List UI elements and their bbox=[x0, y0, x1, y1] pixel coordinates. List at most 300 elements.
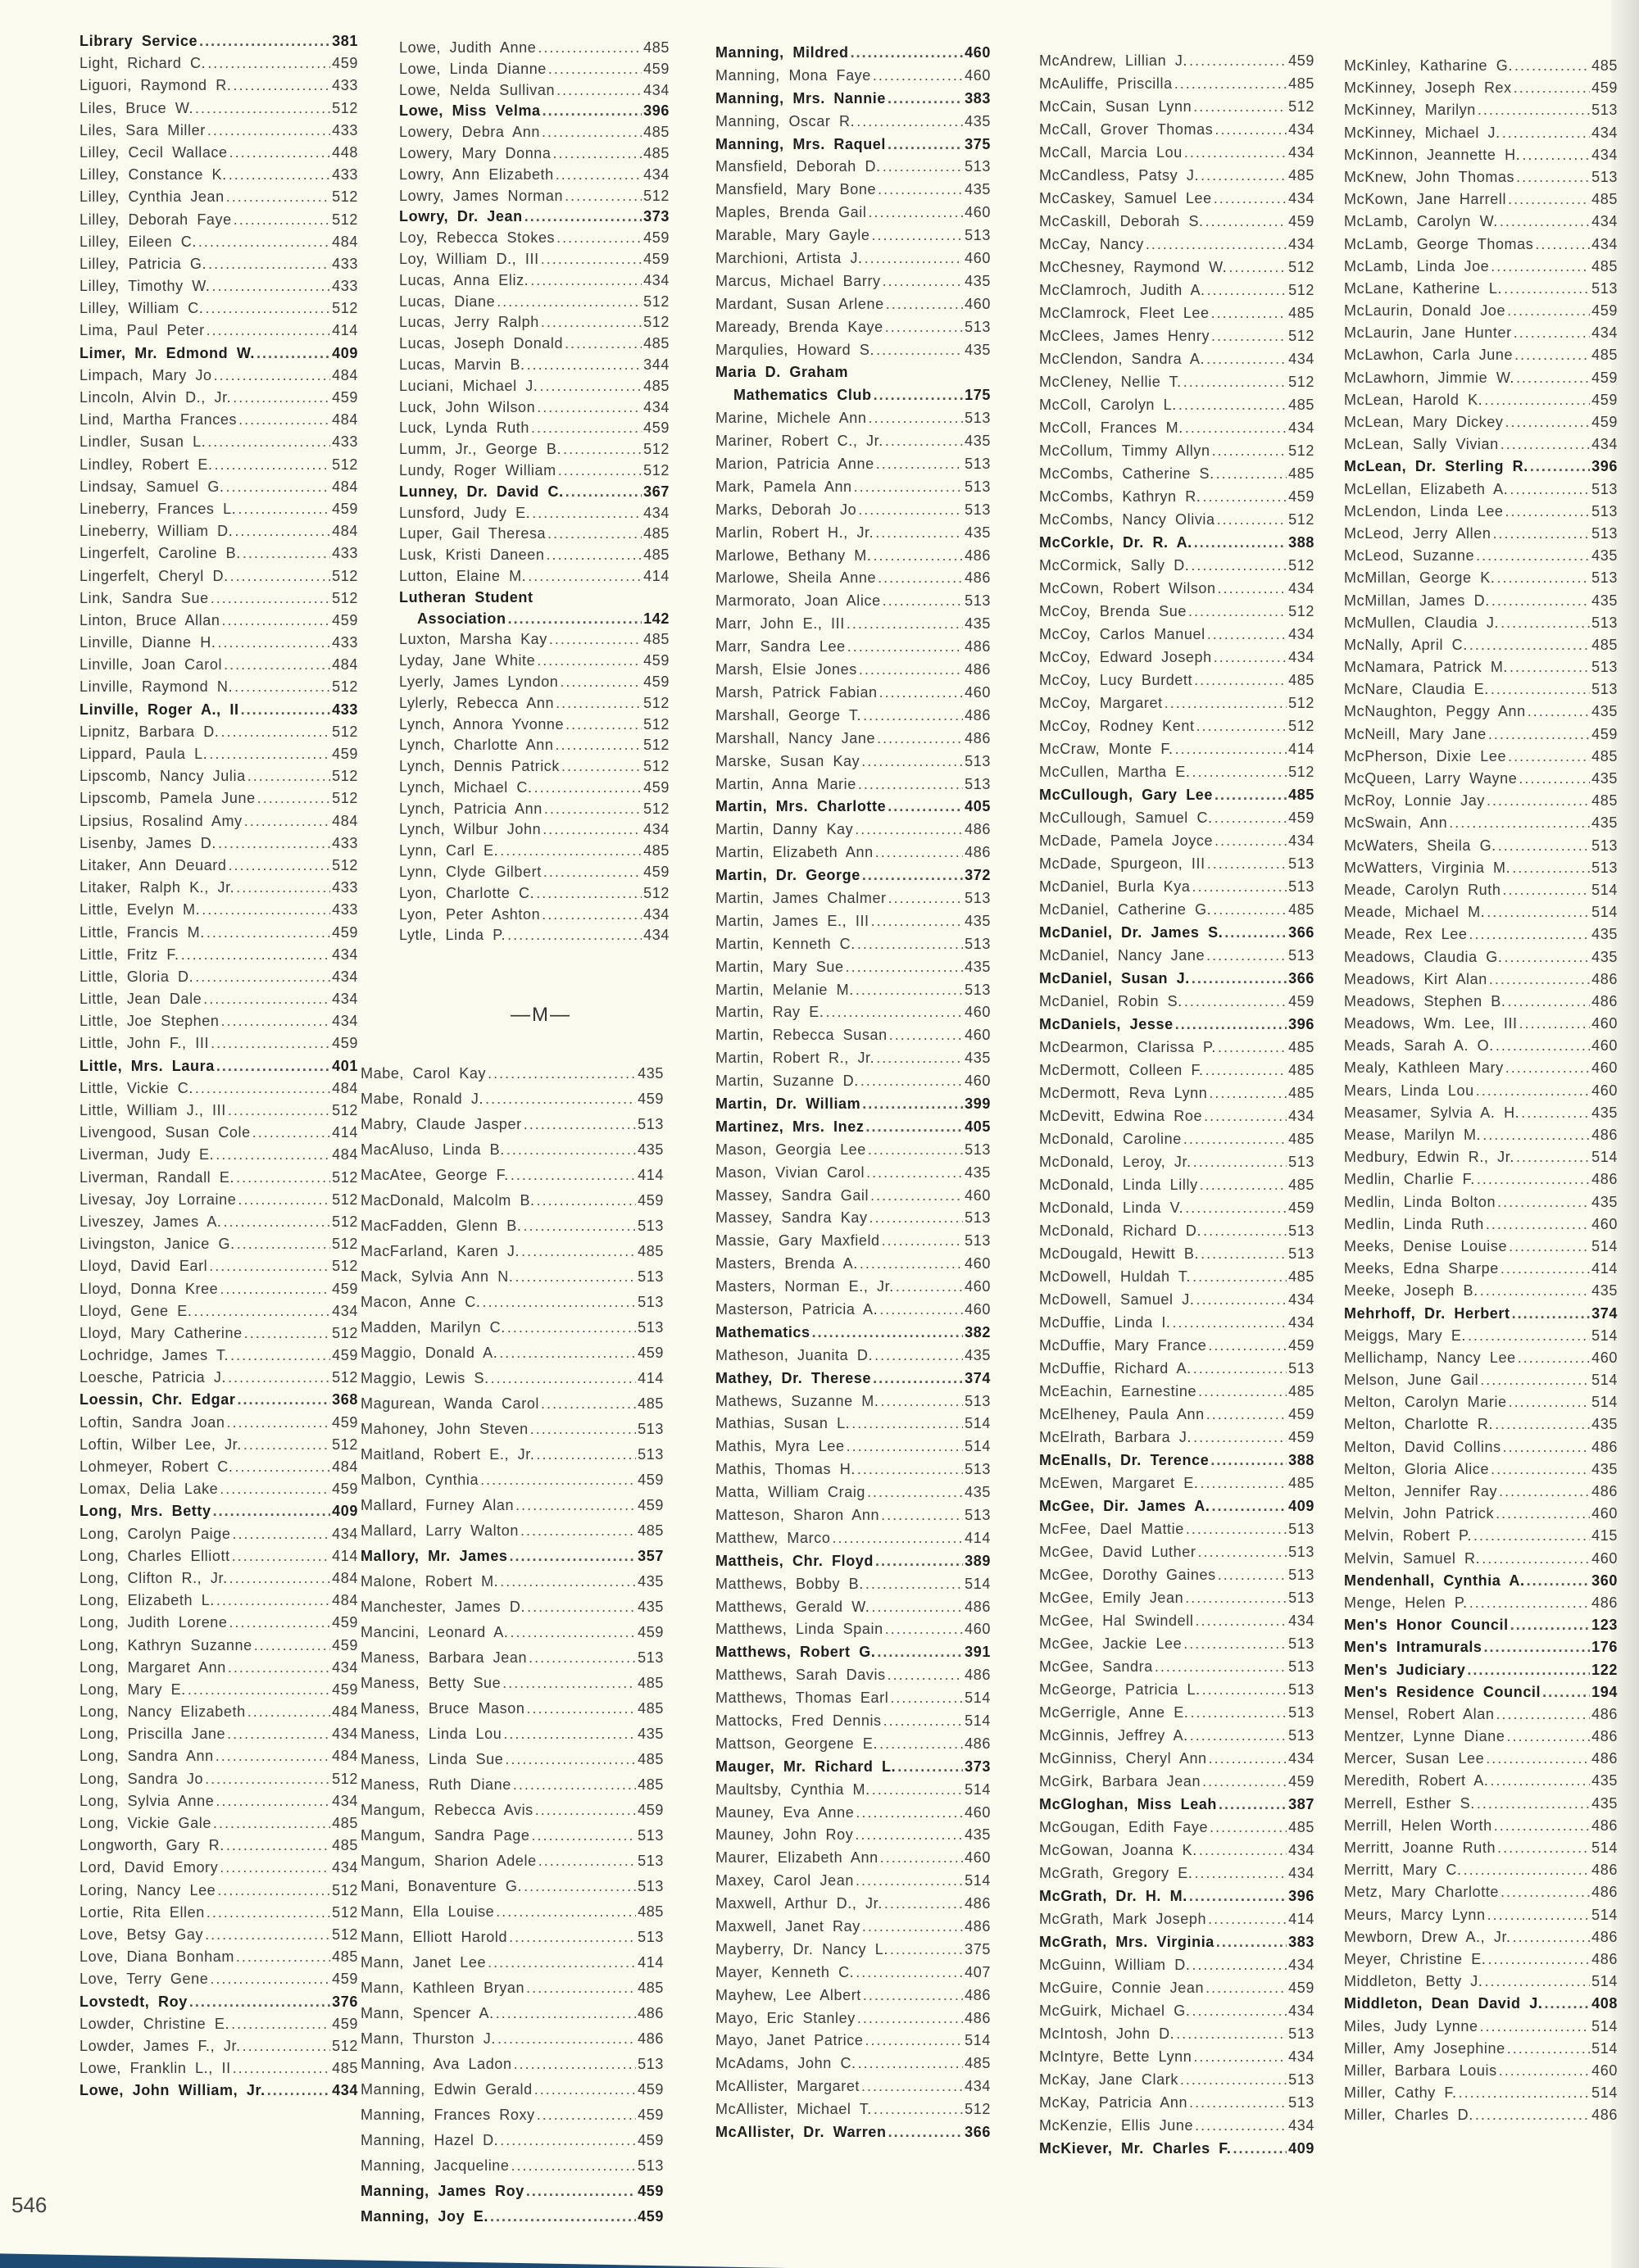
entry-name: McLean, Mary Dickey bbox=[1344, 414, 1504, 430]
dot-leader bbox=[873, 67, 963, 84]
entry-page: 485 bbox=[1288, 167, 1314, 184]
entry-page: 434 bbox=[1591, 436, 1618, 453]
entry-name: McKnew, John Thomas bbox=[1344, 168, 1515, 185]
dot-leader bbox=[1459, 2084, 1591, 2102]
index-entry bbox=[715, 158, 991, 181]
index-entry bbox=[1344, 481, 1618, 503]
entry-name: McClamroch, Judith A. bbox=[1039, 282, 1205, 298]
dot-leader bbox=[500, 1573, 636, 1590]
dot-leader bbox=[238, 501, 330, 518]
dot-leader bbox=[874, 1347, 963, 1364]
entry-page: 383 bbox=[965, 89, 991, 107]
dot-leader bbox=[1209, 1750, 1287, 1767]
index-entry bbox=[399, 483, 670, 505]
entry-page: 357 bbox=[638, 1548, 664, 1564]
entry-page: 366 bbox=[1288, 924, 1314, 941]
entry-page: 485 bbox=[1288, 901, 1314, 918]
entry-name: Little, Jean Dale bbox=[79, 991, 202, 1008]
dot-leader bbox=[1192, 764, 1287, 781]
dot-leader bbox=[890, 1941, 963, 1958]
dot-leader bbox=[1501, 1260, 1590, 1277]
dot-leader bbox=[205, 1771, 330, 1788]
entry-page: 512 bbox=[332, 188, 358, 206]
entry-page: 485 bbox=[1288, 1177, 1314, 1193]
index-entry bbox=[79, 278, 358, 300]
index-entry bbox=[715, 569, 991, 592]
index-entry bbox=[361, 2183, 664, 2208]
entry-page: 459 bbox=[638, 1472, 664, 1488]
entry-page: 485 bbox=[638, 1675, 664, 1691]
entry-name: Liveszey, James A. bbox=[79, 1213, 222, 1230]
entry-page: 391 bbox=[965, 1644, 991, 1661]
index-entry bbox=[715, 1438, 991, 1461]
dot-leader bbox=[1464, 1862, 1591, 1879]
entry-name: McClamrock, Fleet Lee bbox=[1039, 305, 1210, 321]
index-entry bbox=[1344, 1795, 1618, 1817]
index-entry bbox=[1344, 414, 1618, 436]
dot-leader bbox=[1192, 2003, 1287, 2020]
dot-leader bbox=[1509, 1238, 1590, 1255]
entry-page: 460 bbox=[965, 1255, 991, 1272]
entry-page: 485 bbox=[1288, 1131, 1314, 1147]
entry-name: Melson, June Gail bbox=[1344, 1372, 1479, 1389]
entry-page: 512 bbox=[332, 1369, 358, 1386]
entry-page: 459 bbox=[332, 611, 358, 628]
entry-name: McGougan, Edith Faye bbox=[1039, 1819, 1209, 1835]
entry-name: McCraw, Monte F. bbox=[1039, 741, 1174, 757]
entry-page: 459 bbox=[1288, 488, 1314, 505]
dot-leader bbox=[856, 1964, 963, 1981]
dot-leader bbox=[1205, 1062, 1287, 1079]
entry-name: Little, John F., III bbox=[79, 1035, 210, 1052]
dot-leader bbox=[556, 695, 642, 712]
entry-name: MacAtee, George F. bbox=[361, 1167, 509, 1183]
dot-leader bbox=[1504, 949, 1590, 966]
index-column-2-top bbox=[399, 39, 670, 948]
entry-page: 512 bbox=[643, 187, 670, 204]
index-entry bbox=[79, 1726, 358, 1748]
index-entry bbox=[79, 1146, 358, 1168]
index-entry bbox=[1344, 726, 1618, 748]
entry-name: McLeod, Suzanne bbox=[1344, 547, 1475, 565]
entry-page: 513 bbox=[965, 752, 991, 769]
entry-page: 484 bbox=[332, 1592, 358, 1609]
entry-page: 486 bbox=[1591, 1817, 1618, 1834]
entry-name: Maggio, Donald A. bbox=[361, 1345, 498, 1361]
entry-page: 434 bbox=[1591, 146, 1618, 163]
index-entry bbox=[1039, 1108, 1314, 1131]
dot-leader bbox=[889, 1027, 963, 1044]
entry-name: Marr, Sandra Lee bbox=[715, 638, 846, 655]
dot-leader bbox=[1480, 1282, 1590, 1300]
dot-leader bbox=[216, 1748, 330, 1765]
dot-leader bbox=[879, 1301, 963, 1318]
entry-name: Lowry, James Norman bbox=[399, 187, 564, 204]
entry-page: 434 bbox=[1288, 1314, 1314, 1331]
index-entry bbox=[715, 319, 991, 342]
index-entry bbox=[79, 166, 358, 188]
entry-name: Meadows, Stephen B. bbox=[1344, 992, 1506, 1009]
entry-name: Mark, Pamela Ann bbox=[715, 478, 852, 495]
index-entry bbox=[1344, 258, 1618, 280]
index-entry bbox=[1344, 2107, 1618, 2129]
entry-page: 344 bbox=[643, 356, 670, 373]
entry-name: Little, Mrs. Laura bbox=[79, 1057, 215, 1074]
entry-name: McAllister, Michael T. bbox=[715, 2101, 872, 2118]
entry-page: 460 bbox=[965, 250, 991, 267]
entry-page: 485 bbox=[1288, 75, 1314, 92]
entry-name: Martin, Robert R., Jr. bbox=[715, 1050, 875, 1067]
index-entry bbox=[1039, 2003, 1314, 2025]
entry-page: 512 bbox=[332, 1258, 358, 1275]
index-entry bbox=[361, 1751, 664, 1776]
dot-leader bbox=[1496, 569, 1590, 587]
dot-leader bbox=[1176, 2025, 1287, 2043]
entry-page: 485 bbox=[1288, 1062, 1314, 1078]
entry-page: 486 bbox=[965, 661, 991, 678]
index-entry bbox=[79, 77, 358, 99]
index-entry bbox=[1039, 1360, 1314, 1383]
entry-name: Little, Gloria D. bbox=[79, 968, 194, 985]
index-entry bbox=[79, 1526, 358, 1548]
index-entry bbox=[1344, 169, 1618, 191]
entry-page: 484 bbox=[332, 523, 358, 540]
dot-leader bbox=[885, 1621, 963, 1638]
index-entry bbox=[399, 695, 670, 716]
entry-name: Marmorato, Joan Alice bbox=[715, 592, 881, 610]
dot-leader bbox=[511, 1624, 637, 1641]
entry-name: Madden, Marilyn C. bbox=[361, 1319, 506, 1336]
entry-page: 459 bbox=[1288, 1406, 1314, 1422]
entry-page: 381 bbox=[332, 33, 358, 49]
entry-page: 484 bbox=[332, 1458, 358, 1475]
index-entry bbox=[1039, 695, 1314, 718]
entry-name: Limer, Mr. Edmond W. bbox=[79, 344, 256, 361]
index-entry bbox=[1344, 302, 1618, 324]
dot-leader bbox=[1468, 1327, 1590, 1345]
entry-page: 459 bbox=[1591, 725, 1618, 742]
index-entry bbox=[399, 547, 670, 568]
index-entry bbox=[399, 525, 670, 547]
index-entry bbox=[79, 723, 358, 746]
entry-page: 513 bbox=[965, 1461, 991, 1478]
entry-page: 486 bbox=[965, 1918, 991, 1935]
entry-page: 514 bbox=[1591, 1973, 1618, 1990]
entry-name: Mayer, Kenneth C. bbox=[715, 1963, 855, 1980]
index-entry bbox=[1039, 1957, 1314, 1980]
dot-leader bbox=[514, 2056, 637, 2073]
entry-page: 513 bbox=[1288, 1681, 1314, 1698]
entry-name: Lineberry, Frances L. bbox=[79, 500, 237, 517]
entry-page: 514 bbox=[1591, 1149, 1618, 1166]
index-entry bbox=[1344, 1572, 1618, 1594]
dot-leader bbox=[215, 456, 331, 474]
entry-name: Manning, Oscar R. bbox=[715, 112, 856, 129]
entry-page: 485 bbox=[965, 2055, 991, 2072]
entry-name: McCombs, Kathryn R. bbox=[1039, 488, 1201, 505]
entry-name: Long, Judith Lorene bbox=[79, 1614, 228, 1631]
dot-leader bbox=[866, 1164, 963, 1182]
entry-page: 459 bbox=[332, 389, 358, 406]
dot-leader bbox=[1211, 1498, 1287, 1515]
entry-page: 514 bbox=[1591, 1839, 1618, 1856]
entry-name: Lovstedt, Roy bbox=[79, 1993, 188, 2010]
entry-name: Meeks, Denise Louise bbox=[1344, 1237, 1508, 1254]
dot-leader bbox=[1497, 1839, 1590, 1857]
index-entry bbox=[1344, 637, 1618, 659]
entry-page: 514 bbox=[965, 1415, 991, 1432]
entry-page: 513 bbox=[1591, 614, 1618, 631]
index-entry bbox=[399, 251, 670, 272]
entry-name: Masterson, Patricia A. bbox=[715, 1300, 879, 1318]
dot-leader bbox=[491, 1370, 636, 1387]
entry-page: 388 bbox=[1288, 1452, 1314, 1468]
entry-name: McDonald, Linda Lilly bbox=[1039, 1177, 1198, 1193]
index-entry bbox=[79, 612, 358, 634]
dot-leader bbox=[880, 1393, 963, 1410]
index-entry bbox=[1039, 442, 1314, 465]
index-entry bbox=[1344, 1706, 1618, 1728]
dot-leader bbox=[207, 1904, 330, 1921]
entry-name: Lilley, Eileen C. bbox=[79, 233, 197, 250]
entry-page: 459 bbox=[1288, 810, 1314, 826]
entry-page: 459 bbox=[332, 1481, 358, 1498]
dot-leader bbox=[857, 1461, 963, 1478]
index-entry bbox=[715, 1507, 991, 1530]
dot-leader bbox=[859, 661, 963, 678]
entry-name: McDaniel, Nancy Jane bbox=[1039, 947, 1205, 964]
dot-leader bbox=[247, 768, 330, 785]
index-entry bbox=[79, 1213, 358, 1236]
index-entry bbox=[1039, 167, 1314, 190]
index-entry bbox=[1344, 860, 1618, 882]
index-entry bbox=[361, 1700, 664, 1726]
entry-name: Medlin, Charlie F. bbox=[1344, 1171, 1475, 1188]
index-entry bbox=[1344, 236, 1618, 258]
entry-name: McColl, Frances M. bbox=[1039, 420, 1183, 436]
index-entry bbox=[1039, 832, 1314, 855]
index-entry bbox=[715, 1095, 991, 1118]
index-entry bbox=[399, 102, 670, 124]
dot-leader bbox=[1516, 1149, 1590, 1166]
entry-page: 514 bbox=[965, 1438, 991, 1455]
dot-leader bbox=[216, 1146, 330, 1163]
entry-page: 435 bbox=[1591, 1282, 1618, 1300]
entry-name: McCullen, Martha E. bbox=[1039, 764, 1191, 780]
index-entry bbox=[715, 1004, 991, 1027]
entry-name: Little, Vickie C. bbox=[79, 1079, 193, 1096]
entry-page: 388 bbox=[1288, 534, 1314, 551]
index-entry bbox=[1039, 1337, 1314, 1360]
dot-leader bbox=[1487, 792, 1590, 810]
entry-name: McCown, Robert Wilson bbox=[1039, 580, 1216, 596]
entry-name: Mensel, Robert Alan bbox=[1344, 1705, 1495, 1722]
dot-leader bbox=[193, 1303, 330, 1320]
dot-leader bbox=[480, 1472, 636, 1489]
index-entry bbox=[1039, 305, 1314, 328]
entry-page: 513 bbox=[1288, 1658, 1314, 1675]
entry-name: Martin, Dr. George bbox=[715, 867, 860, 884]
entry-page: 512 bbox=[332, 456, 358, 473]
dot-leader bbox=[825, 1004, 963, 1021]
index-entry bbox=[79, 1013, 358, 1035]
entry-page: 485 bbox=[1591, 191, 1618, 208]
entry-page: 366 bbox=[965, 2124, 991, 2141]
entry-name: Lilley, William C. bbox=[79, 300, 204, 317]
entry-page: 459 bbox=[1591, 414, 1618, 430]
dot-leader bbox=[1535, 236, 1590, 253]
entry-name: McDaniel, Dr. James S. bbox=[1039, 924, 1224, 941]
index-entry bbox=[361, 2056, 664, 2081]
dot-leader bbox=[195, 1080, 330, 1097]
dot-leader bbox=[188, 1681, 330, 1699]
dot-leader bbox=[226, 1837, 330, 1854]
dot-leader bbox=[1204, 1108, 1287, 1125]
entry-page: 485 bbox=[1288, 305, 1314, 321]
dot-leader bbox=[858, 501, 963, 519]
entry-name: McAllister, Dr. Warren bbox=[715, 2124, 887, 2141]
dot-leader bbox=[535, 1802, 636, 1819]
entry-name: Lyon, Charlotte C. bbox=[399, 884, 535, 901]
dot-leader bbox=[543, 821, 642, 838]
entry-page: 459 bbox=[1591, 369, 1618, 386]
index-entry bbox=[715, 1461, 991, 1484]
dot-leader bbox=[231, 2016, 330, 2033]
entry-name: Light, Richard C. bbox=[79, 55, 207, 72]
index-entry bbox=[1039, 1475, 1314, 1498]
entry-name: Medlin, Linda Ruth bbox=[1344, 1215, 1484, 1232]
entry-name: MacAluso, Linda B. bbox=[361, 1141, 505, 1158]
entry-name: McCollum, Timmy Allyn bbox=[1039, 442, 1210, 459]
entry-name: Little, Francis M. bbox=[79, 923, 205, 941]
index-entry bbox=[399, 61, 670, 82]
index-entry bbox=[715, 661, 991, 684]
index-entry bbox=[1039, 259, 1314, 282]
entry-page: 485 bbox=[638, 1903, 664, 1920]
entry-page: 486 bbox=[1591, 2107, 1618, 2124]
entry-page: 513 bbox=[638, 2056, 664, 2072]
entry-name: McCombs, Nancy Olivia bbox=[1039, 511, 1215, 528]
entry-page: 434 bbox=[332, 1658, 358, 1676]
dot-leader bbox=[234, 523, 330, 540]
dot-leader bbox=[205, 300, 330, 317]
entry-name: McLeod, Jerry Allen bbox=[1344, 524, 1491, 542]
index-entry bbox=[715, 1393, 991, 1416]
index-entry bbox=[79, 1258, 358, 1280]
index-entry bbox=[1039, 121, 1314, 144]
dot-leader bbox=[1496, 1706, 1591, 1723]
entry-name: Lucas, Diane bbox=[399, 293, 496, 310]
dot-leader bbox=[229, 857, 331, 874]
entry-page: 513 bbox=[1288, 1727, 1314, 1744]
index-entry bbox=[1344, 125, 1618, 147]
entry-page: 459 bbox=[643, 673, 670, 690]
dot-leader bbox=[860, 1255, 963, 1272]
dot-leader bbox=[1186, 1521, 1287, 1538]
entry-name: McCall, Grover Thomas bbox=[1039, 121, 1214, 138]
entry-name: Lilley, Timothy W. bbox=[79, 278, 211, 295]
entry-page: 374 bbox=[965, 1369, 991, 1386]
dot-leader bbox=[203, 991, 330, 1008]
entry-name: McGee, Sandra bbox=[1039, 1658, 1153, 1675]
entry-name: McClees, James Henry bbox=[1039, 328, 1210, 344]
entry-page: 460 bbox=[965, 1621, 991, 1638]
entry-name: Mattheis, Chr. Floyd bbox=[715, 1552, 874, 1569]
index-entry bbox=[1344, 1327, 1618, 1349]
dot-leader bbox=[888, 136, 963, 153]
entry-page: 175 bbox=[965, 387, 991, 404]
index-entry bbox=[361, 1980, 664, 2005]
index-entry bbox=[361, 1497, 664, 1522]
entry-page: 513 bbox=[965, 775, 991, 792]
dot-leader bbox=[865, 1118, 963, 1136]
dot-leader bbox=[1178, 397, 1287, 414]
entry-name: McKinley, Katharine G. bbox=[1344, 57, 1513, 74]
entry-name: Maxey, Carol Jean bbox=[715, 1872, 854, 1889]
entry-name: McLean, Harold K. bbox=[1344, 391, 1483, 408]
entry-name: McMullen, Claudia J. bbox=[1344, 614, 1500, 631]
entry-page: 435 bbox=[638, 1573, 664, 1590]
dot-leader bbox=[1180, 2071, 1287, 2089]
entry-name: Lynch, Annora Yvonne bbox=[399, 715, 565, 733]
entry-page: 485 bbox=[332, 1948, 358, 1966]
entry-name: Love, Betsy Gay bbox=[79, 1926, 204, 1943]
entry-page: 460 bbox=[965, 1004, 991, 1021]
entry-page: 459 bbox=[332, 1681, 358, 1698]
entry-name: Manning, Frances Roxy bbox=[361, 2107, 535, 2123]
dot-leader bbox=[220, 1859, 330, 1876]
entry-name: McDuffie, Richard A. bbox=[1039, 1360, 1192, 1377]
dot-leader bbox=[1489, 971, 1590, 988]
index-entry bbox=[1039, 1819, 1314, 1842]
dot-leader bbox=[257, 790, 330, 807]
dot-leader bbox=[1508, 191, 1590, 208]
entry-name: Mewborn, Drew A., Jr. bbox=[1344, 1928, 1511, 1945]
entry-page: 434 bbox=[1288, 351, 1314, 367]
dot-leader bbox=[1201, 1245, 1287, 1263]
dot-leader bbox=[846, 959, 964, 976]
entry-page: 485 bbox=[1288, 465, 1314, 482]
index-entry bbox=[361, 1065, 664, 1091]
entry-name: McCoy, Brenda Sue bbox=[1039, 603, 1187, 619]
entry-name: McKay, Jane Clark bbox=[1039, 2071, 1178, 2088]
entry-page: 460 bbox=[1591, 1082, 1618, 1099]
entry-name: McAdams, John C. bbox=[715, 2055, 856, 2072]
entry-name: Lortie, Rita Ellen bbox=[79, 1903, 205, 1921]
entry-page: 434 bbox=[1288, 2117, 1314, 2134]
entry-page: 512 bbox=[643, 884, 670, 901]
index-entry bbox=[399, 927, 670, 948]
index-entry bbox=[1344, 2040, 1618, 2062]
dot-leader bbox=[198, 234, 330, 251]
index-entry bbox=[399, 293, 670, 315]
index-entry bbox=[1039, 1062, 1314, 1085]
entry-name: Marsh, Elsie Jones bbox=[715, 661, 857, 678]
dot-leader bbox=[524, 208, 642, 225]
entry-page: 513 bbox=[1288, 1360, 1314, 1377]
dot-leader bbox=[1202, 1681, 1287, 1699]
dot-leader bbox=[499, 1345, 636, 1362]
dot-leader bbox=[515, 1268, 636, 1286]
entry-page: 460 bbox=[965, 1278, 991, 1295]
entry-page: 512 bbox=[965, 2101, 991, 2118]
index-entry bbox=[1039, 1406, 1314, 1429]
index-entry bbox=[399, 441, 670, 462]
entry-name: Matthews, Gerald W. bbox=[715, 1598, 870, 1615]
entry-page: 396 bbox=[643, 102, 670, 120]
dot-leader bbox=[1199, 1842, 1287, 1859]
entry-name: Mariner, Robert C., Jr. bbox=[715, 433, 883, 450]
